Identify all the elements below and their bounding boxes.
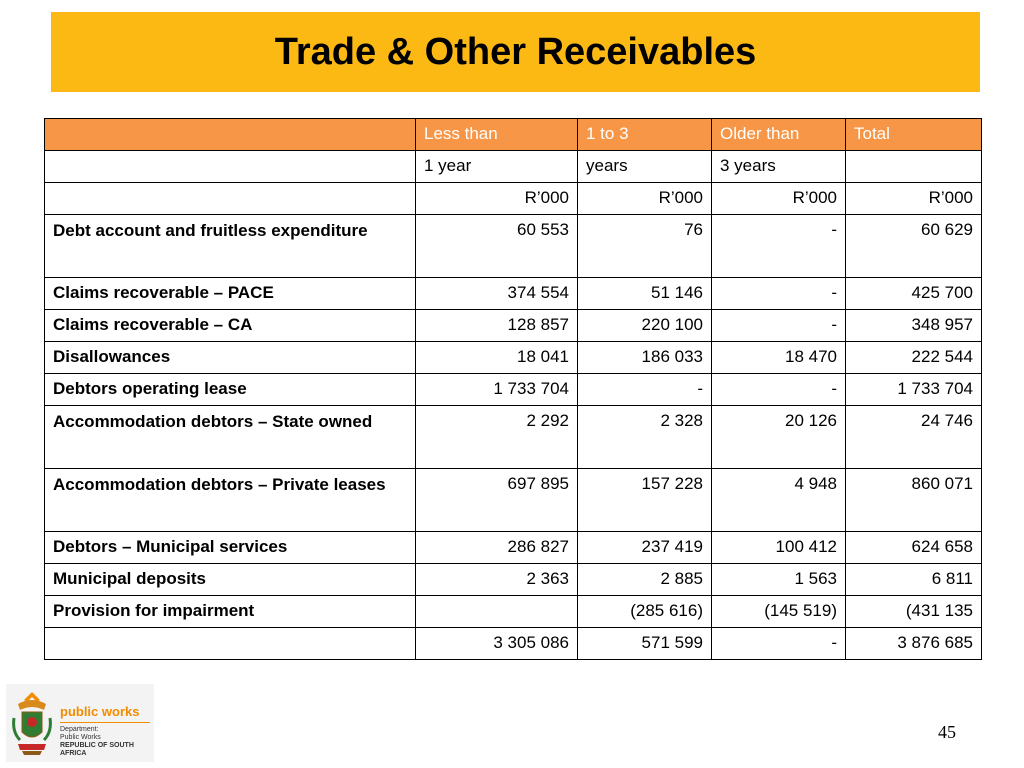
value-cell: - [578, 374, 712, 406]
row-label: Disallowances [45, 342, 416, 374]
value-cell: 2 292 [416, 406, 578, 469]
value-cell: 374 554 [416, 278, 578, 310]
table-row [45, 342, 982, 374]
value-cell: 2 885 [578, 564, 712, 596]
table-row [45, 469, 982, 532]
logo-subtext [60, 726, 154, 758]
value-cell: 624 658 [846, 532, 982, 564]
value-cell: 286 827 [416, 532, 578, 564]
table-row [45, 532, 982, 564]
header-cell [846, 151, 982, 183]
logo-line: Department: [60, 726, 99, 733]
value-cell: 3 305 086 [416, 628, 578, 660]
value-cell: 100 412 [712, 532, 846, 564]
value-cell: 2 328 [578, 406, 712, 469]
value-cell: (145 519) [712, 596, 846, 628]
value-cell: 18 041 [416, 342, 578, 374]
value-cell: 157 228 [578, 469, 712, 532]
table-row [45, 215, 982, 278]
header-cell [45, 151, 416, 183]
public-works-logo [6, 684, 154, 762]
value-cell: (431 135 [846, 596, 982, 628]
value-cell: 4 948 [712, 469, 846, 532]
header-cell: Total [846, 119, 982, 151]
value-cell: 220 100 [578, 310, 712, 342]
value-cell: 1 733 704 [416, 374, 578, 406]
logo-brand-text: public works [60, 704, 140, 719]
value-cell: 571 599 [578, 628, 712, 660]
value-cell: 425 700 [846, 278, 982, 310]
value-cell: 697 895 [416, 469, 578, 532]
header-row-1 [45, 119, 982, 151]
value-cell: 237 419 [578, 532, 712, 564]
value-cell: - [712, 310, 846, 342]
header-cell [45, 183, 416, 215]
header-cell: Older than [712, 119, 846, 151]
row-label: Accommodation debtors – Private leases [45, 469, 416, 532]
header-row-3 [45, 183, 982, 215]
value-cell: 24 746 [846, 406, 982, 469]
header-cell: Less than [416, 119, 578, 151]
row-label: Debt account and fruitless expenditure [45, 215, 416, 278]
value-cell: - [712, 278, 846, 310]
logo-country: REPUBLIC OF SOUTH AFRICA [60, 742, 134, 757]
table-row [45, 406, 982, 469]
header-cell: years [578, 151, 712, 183]
row-label [45, 628, 416, 660]
value-cell: 348 957 [846, 310, 982, 342]
coat-of-arms-icon [10, 688, 54, 758]
value-cell: 1 563 [712, 564, 846, 596]
unit-cell: R’000 [416, 183, 578, 215]
header-cell [45, 119, 416, 151]
value-cell: 51 146 [578, 278, 712, 310]
value-cell: 76 [578, 215, 712, 278]
value-cell: - [712, 215, 846, 278]
table-row [45, 278, 982, 310]
table-row [45, 374, 982, 406]
table-row [45, 564, 982, 596]
unit-cell: R’000 [578, 183, 712, 215]
value-cell: 2 363 [416, 564, 578, 596]
value-cell: 60 629 [846, 215, 982, 278]
header-row-2 [45, 151, 982, 183]
row-label: Accommodation debtors – State owned [45, 406, 416, 469]
title-banner [51, 12, 980, 92]
value-cell: 128 857 [416, 310, 578, 342]
table-body [45, 215, 982, 660]
logo-line: Public Works [60, 734, 101, 741]
value-cell: 860 071 [846, 469, 982, 532]
row-label: Municipal deposits [45, 564, 416, 596]
header-cell: 1 to 3 [578, 119, 712, 151]
row-label: Debtors operating lease [45, 374, 416, 406]
value-cell: 6 811 [846, 564, 982, 596]
value-cell: 186 033 [578, 342, 712, 374]
logo-divider [60, 722, 150, 723]
value-cell: (285 616) [578, 596, 712, 628]
row-label: Claims recoverable – CA [45, 310, 416, 342]
table-row [45, 596, 982, 628]
value-cell: - [712, 628, 846, 660]
value-cell: 20 126 [712, 406, 846, 469]
row-label: Provision for impairment [45, 596, 416, 628]
value-cell: 18 470 [712, 342, 846, 374]
unit-cell: R’000 [846, 183, 982, 215]
value-cell: 60 553 [416, 215, 578, 278]
page-number: 45 [938, 722, 956, 742]
value-cell: 1 733 704 [846, 374, 982, 406]
table-row [45, 310, 982, 342]
receivables-table [44, 118, 982, 660]
value-cell: 222 544 [846, 342, 982, 374]
value-cell: 3 876 685 [846, 628, 982, 660]
value-cell: - [712, 374, 846, 406]
header-cell: 1 year [416, 151, 578, 183]
table-row [45, 628, 982, 660]
row-label: Claims recoverable – PACE [45, 278, 416, 310]
row-label: Debtors – Municipal services [45, 532, 416, 564]
slide-title: Trade & Other Receivables [274, 30, 757, 73]
unit-cell: R’000 [712, 183, 846, 215]
value-cell [416, 596, 578, 628]
header-cell: 3 years [712, 151, 846, 183]
